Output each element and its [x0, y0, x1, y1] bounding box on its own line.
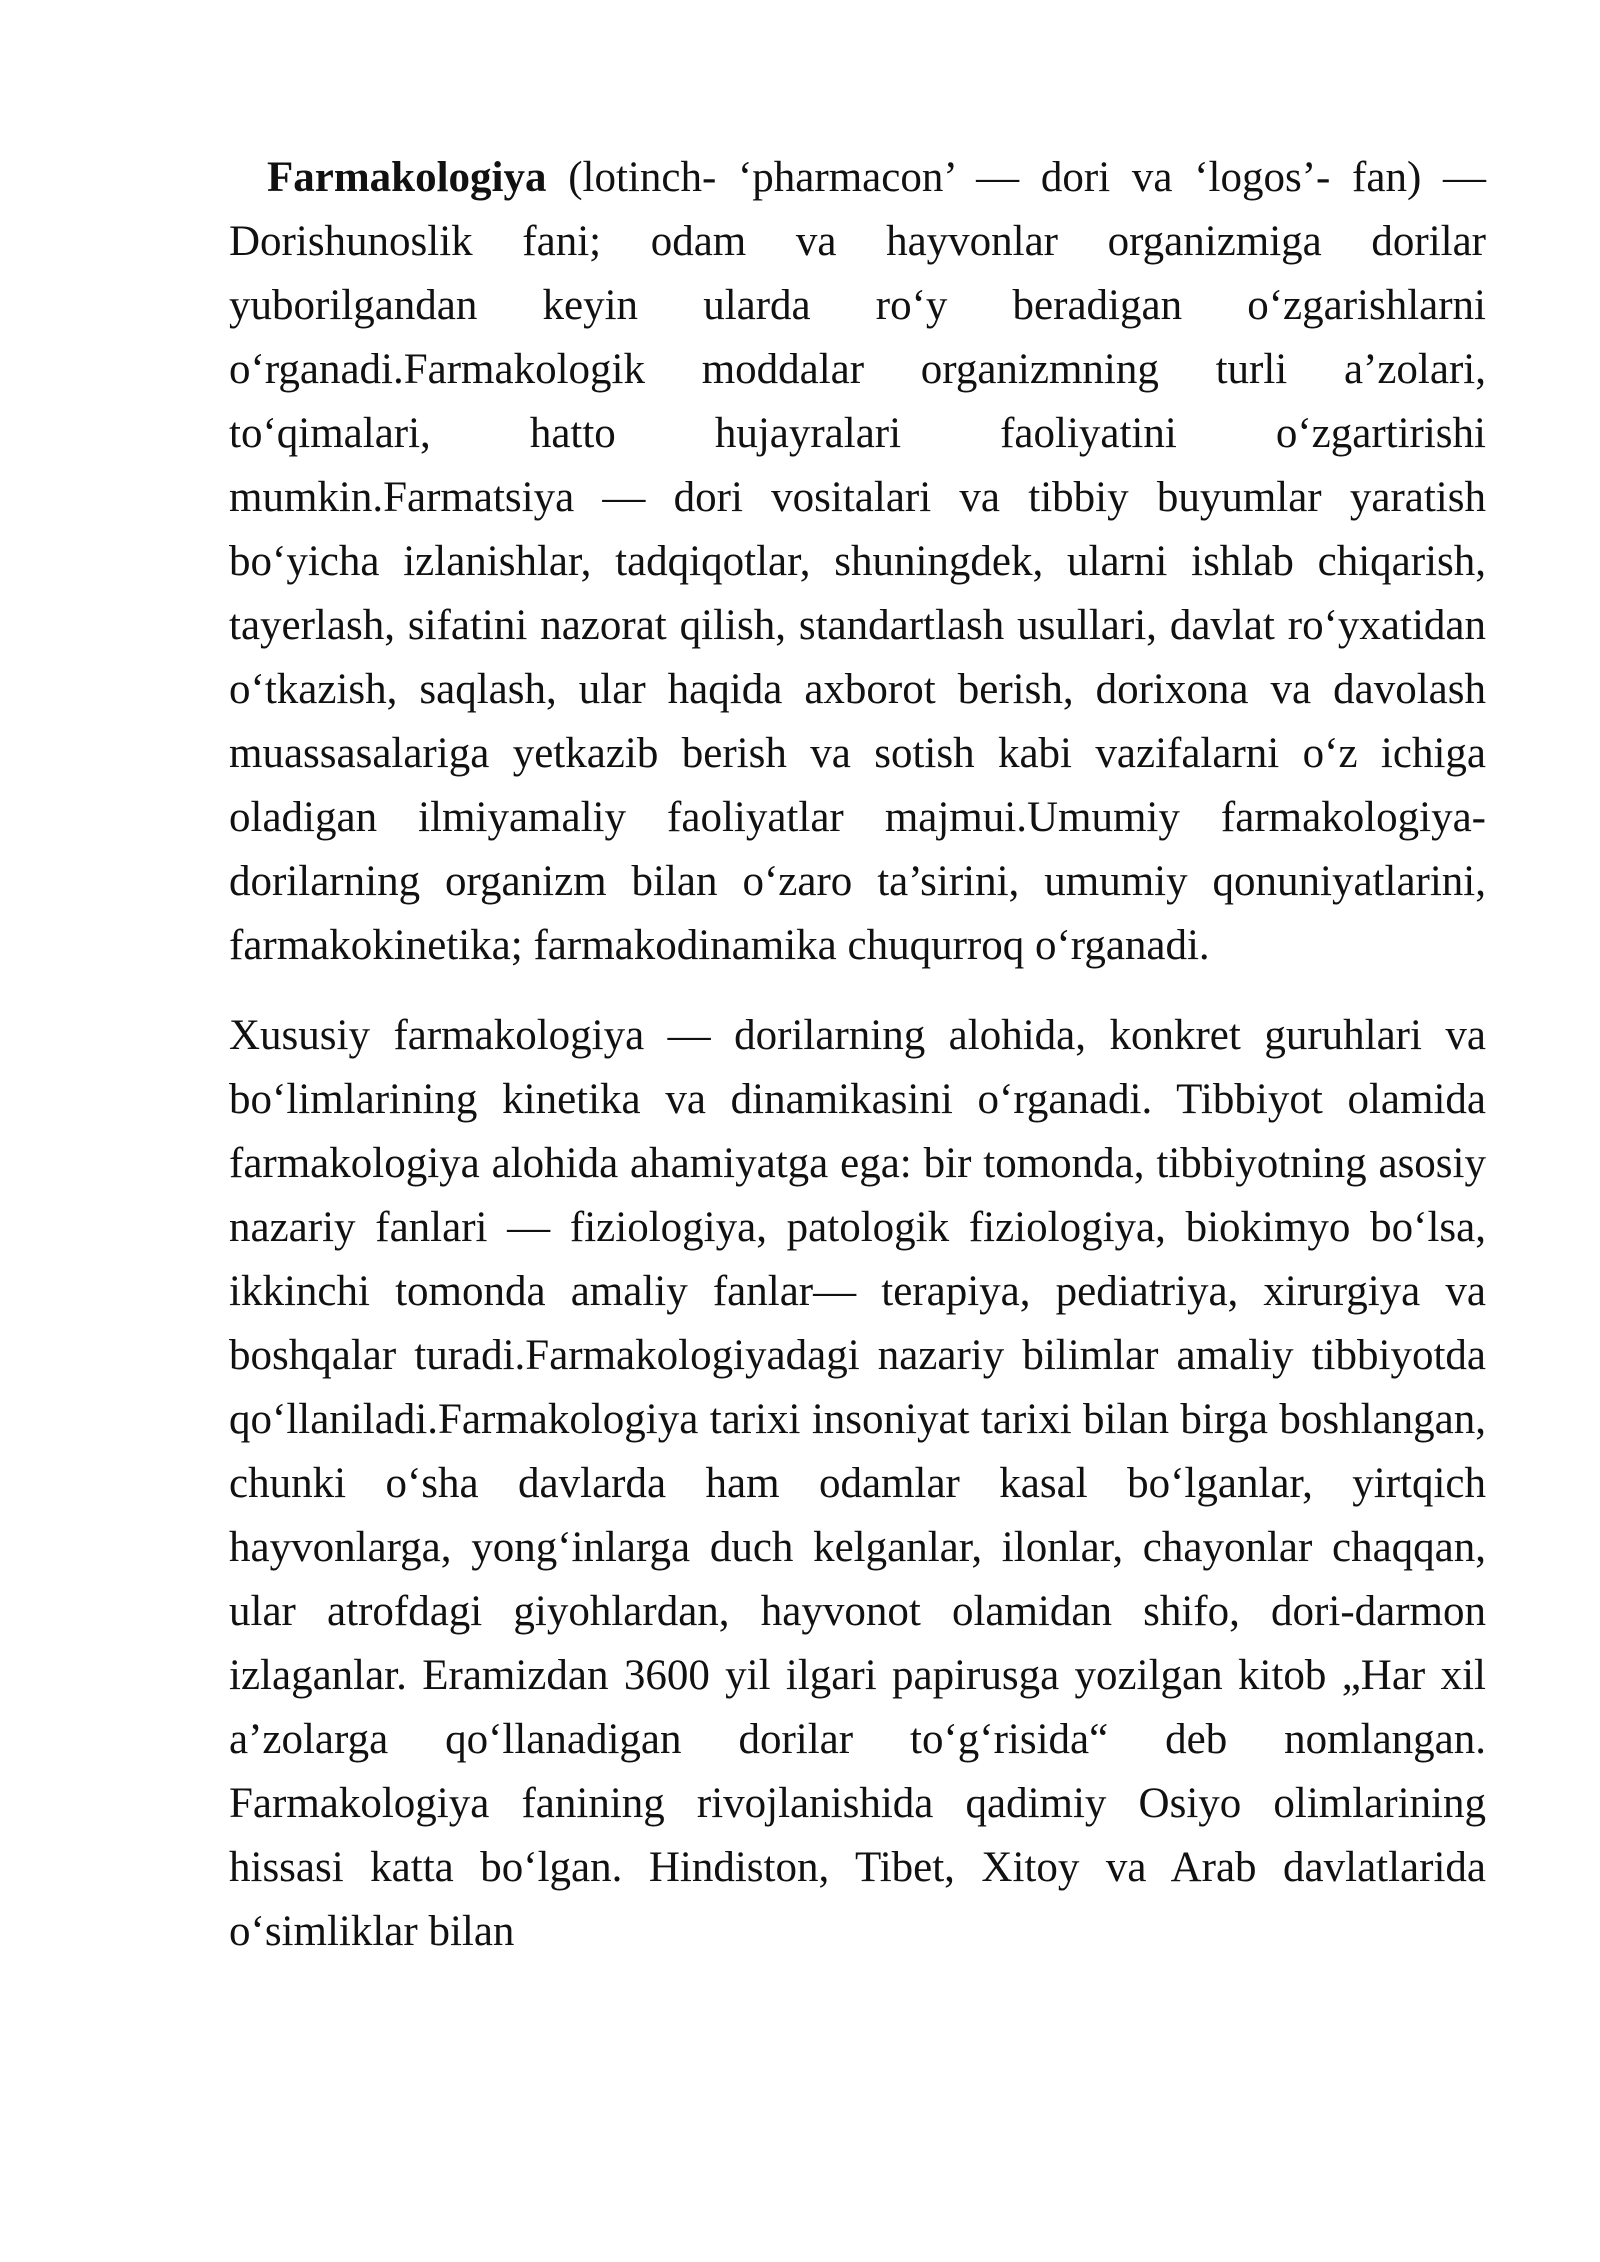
term-farmakologiya: Farmakologiya — [267, 154, 547, 201]
paragraph-xususiy-farmakologiya: Xususiy farmakologiya — dorilarning alohida, konkret guruhlari va bo‘limlarining kinetika va dinamikasini o‘rganadi. Tibbiyot olamida farmakologiya alohida ahamiyatga ega: bir tomonda, tibbiyotning asosiy nazariy fanlari — fiziologiya, patologik fiziologiya, biokimyo bo‘lsa, ikkinchi tomonda amaliy fanlar— terapiya, pediatriya, xirurgiya va boshqalar turadi.Farmakologiyadagi nazariy bilimlar amaliy tibbiyotda qo‘llaniladi.Farmakologiya tarixi insoniyat tarixi bilan birga boshlangan, chunki o‘sha davlarda ham odamlar kasal bo‘lganlar, yirtqich hayvonlarga, yong‘inlarga duch kelganlar, ilonlar, chayonlar chaqqan, ular atrofdagi giyohlardan, hayvonot olamidan shifo, dori-darmon izlaganlar. Eramizdan 3600 yil ilgari papirusga yozilgan kitob „Har xil a’zolarga qo‘llanadigan dorilar to‘g‘risida“ deb nomlangan. Farmakologiya fanining rivojlanishida qadimiy Osiyo olimlarining hissasi katta bo‘lgan. Hindiston, Tibet, Xitoy va Arab davlatlarida o‘simliklar bilan — [229, 1012, 1486, 1955]
paragraph-farmakologiya — [229, 146, 1486, 978]
document-page — [229, 146, 1486, 1964]
paragraph-1-body: (lotinch- ‘pharmacon’ — dori va ‘logos’- fan) — Dorishunoslik fani; odam va hayvonlar organizmiga dorilar yuborilgandan keyin ularda ro‘y beradigan o‘zgarishlarni o‘rganadi.Farmakologik moddalar organizmning turli a’zolari, to‘qimalari, hatto hujayralari faoliyatini o‘zgartirishi mumkin.Farmatsiya — dori vositalari va tibbiy buyumlar yaratish bo‘yicha izlanishlar, tadqiqotlar, shuningdek, ularni ishlab chiqarish, tayerlash, sifatini nazorat qilish, standartlash usullari, davlat ro‘yxatidan o‘tkazish, saqlash, ular haqida axborot berish, dorixona va davolash muassasalariga yetkazib berish va sotish kabi vazifalarni o‘z ichiga oladigan ilmiyamaliy faoliyatlar majmui.Umumiy farmakologiya- dorilarning organizm bilan o‘zaro ta’sirini, umumiy qonuniyatlarini, farmakokinetika; farmakodinamika chuqurroq o‘rganadi. — [229, 154, 1486, 969]
